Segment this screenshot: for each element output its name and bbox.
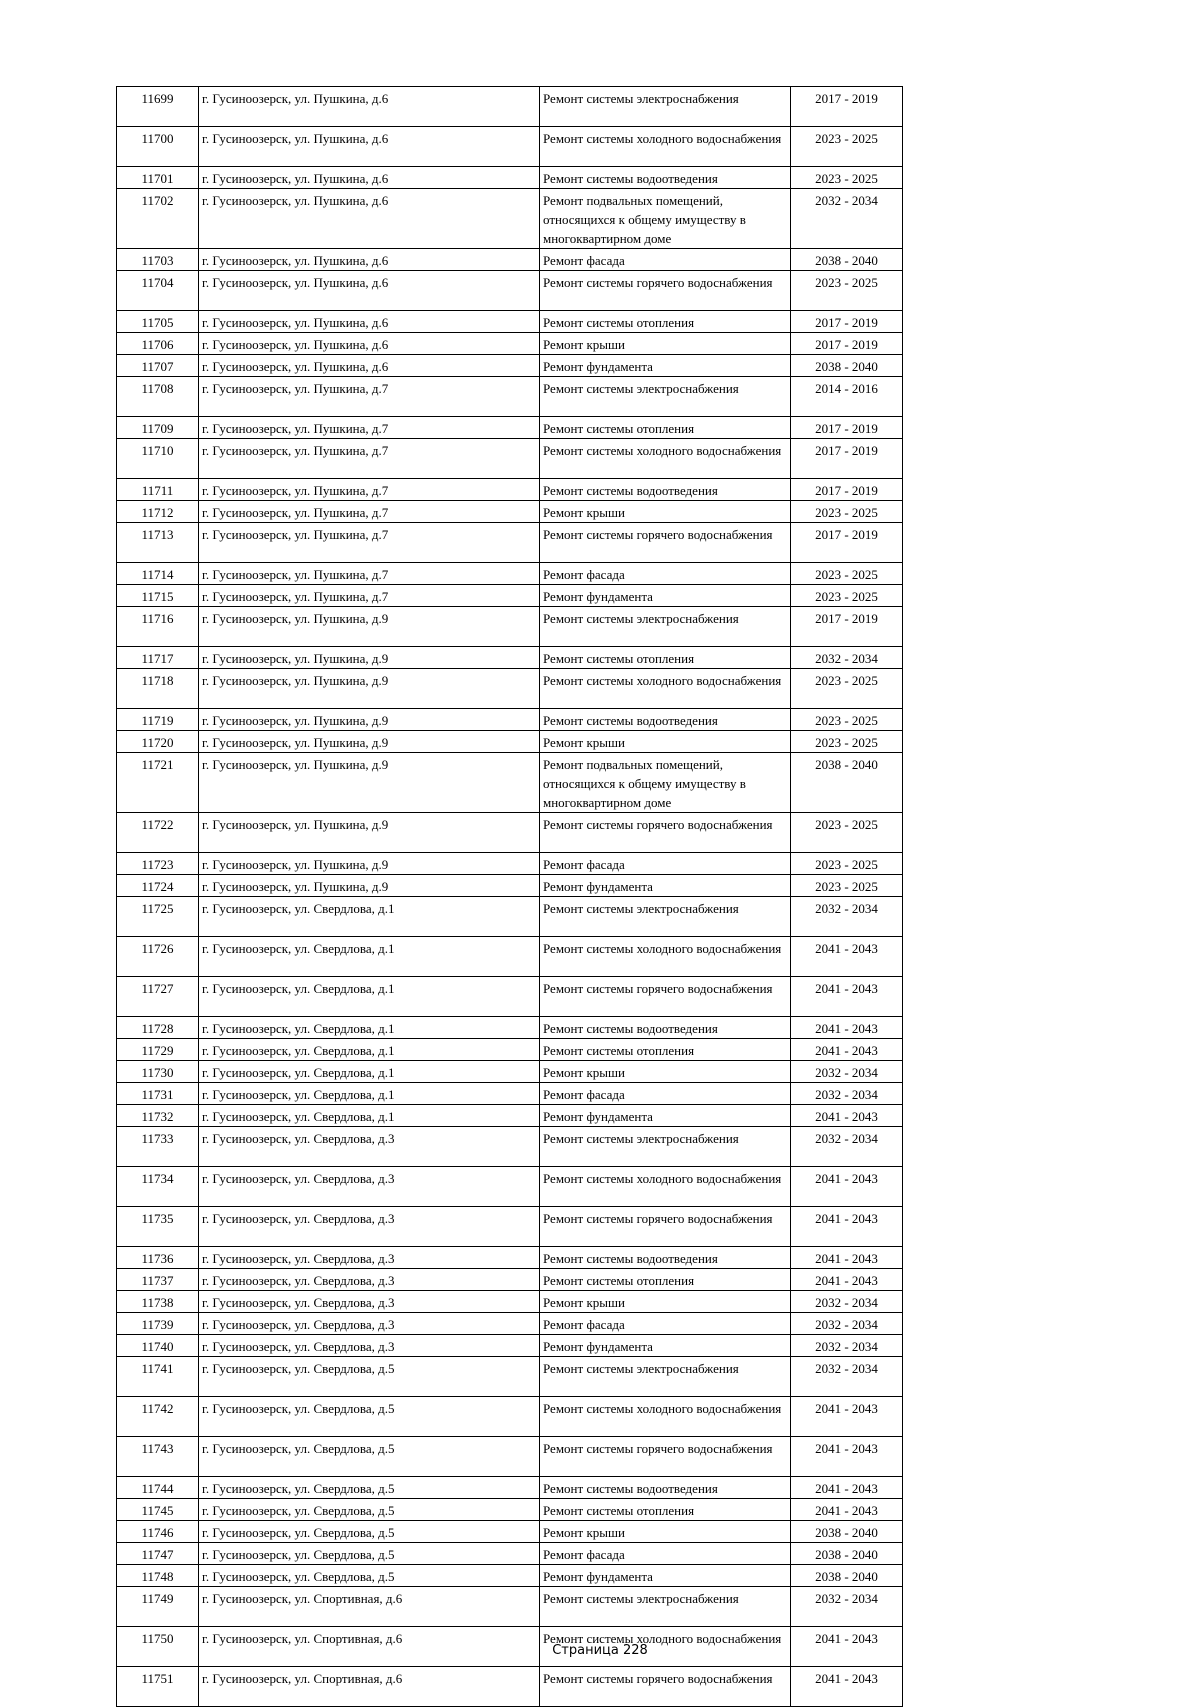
table-row [117,1477,903,1499]
period-cell: 2038 - 2040 [791,1543,903,1565]
period-cell: 2017 - 2019 [791,439,903,479]
period-cell: 2023 - 2025 [791,501,903,523]
row-number-cell: 11750 [117,1627,199,1667]
work-type-cell: Ремонт системы водоотведения [540,167,791,189]
table-row [117,1543,903,1565]
address-cell: г. Гусиноозерск, ул. Свердлова, д.5 [199,1521,540,1543]
address-cell: г. Гусиноозерск, ул. Свердлова, д.1 [199,1017,540,1039]
table-body [117,87,903,1707]
period-cell: 2032 - 2034 [791,897,903,937]
address-cell: г. Гусиноозерск, ул. Свердлова, д.1 [199,897,540,937]
row-number-cell: 11709 [117,417,199,439]
table-row [117,647,903,669]
period-cell: 2032 - 2034 [791,1313,903,1335]
work-type-cell: Ремонт фасада [540,249,791,271]
row-number-cell: 11707 [117,355,199,377]
table-row [117,897,903,937]
address-cell: г. Гусиноозерск, ул. Свердлова, д.1 [199,1061,540,1083]
address-cell: г. Гусиноозерск, ул. Пушкина, д.9 [199,853,540,875]
table-row [117,607,903,647]
address-cell: г. Гусиноозерск, ул. Пушкина, д.7 [199,501,540,523]
address-cell: г. Гусиноозерск, ул. Пушкина, д.9 [199,813,540,853]
address-cell: г. Гусиноозерск, ул. Пушкина, д.6 [199,167,540,189]
period-cell: 2032 - 2034 [791,1061,903,1083]
work-type-cell: Ремонт системы отопления [540,1039,791,1061]
address-cell: г. Гусиноозерск, ул. Пушкина, д.6 [199,355,540,377]
row-number-cell: 11722 [117,813,199,853]
table-row [117,189,903,249]
work-type-cell: Ремонт системы горячего водоснабжения [540,977,791,1017]
period-cell: 2023 - 2025 [791,853,903,875]
period-cell: 2041 - 2043 [791,1017,903,1039]
table-row [117,937,903,977]
period-cell: 2038 - 2040 [791,1521,903,1543]
period-cell: 2023 - 2025 [791,813,903,853]
table-row [117,977,903,1017]
table-row [117,479,903,501]
period-cell: 2041 - 2043 [791,1667,903,1707]
row-number-cell: 11718 [117,669,199,709]
table-row [117,1083,903,1105]
address-cell: г. Гусиноозерск, ул. Свердлова, д.5 [199,1565,540,1587]
table-row [117,1437,903,1477]
period-cell: 2032 - 2034 [791,1335,903,1357]
table-row [117,501,903,523]
table-row [117,1499,903,1521]
address-cell: г. Гусиноозерск, ул. Пушкина, д.7 [199,563,540,585]
table-row [117,1291,903,1313]
work-type-cell: Ремонт системы горячего водоснабжения [540,1437,791,1477]
address-cell: г. Гусиноозерск, ул. Пушкина, д.7 [199,585,540,607]
work-type-cell: Ремонт крыши [540,1061,791,1083]
period-cell: 2017 - 2019 [791,333,903,355]
period-cell: 2017 - 2019 [791,417,903,439]
row-number-cell: 11741 [117,1357,199,1397]
period-cell: 2041 - 2043 [791,1477,903,1499]
period-cell: 2038 - 2040 [791,355,903,377]
work-type-cell: Ремонт фасада [540,563,791,585]
period-cell: 2017 - 2019 [791,311,903,333]
work-type-cell: Ремонт системы холодного водоснабжения [540,1167,791,1207]
work-type-cell: Ремонт системы электроснабжения [540,377,791,417]
table-row [117,377,903,417]
work-type-cell: Ремонт системы электроснабжения [540,1587,791,1627]
work-type-cell: Ремонт системы водоотведения [540,1017,791,1039]
work-type-cell: Ремонт фасада [540,1083,791,1105]
period-cell: 2023 - 2025 [791,709,903,731]
table-row [117,1167,903,1207]
address-cell: г. Гусиноозерск, ул. Пушкина, д.9 [199,731,540,753]
row-number-cell: 11733 [117,1127,199,1167]
row-number-cell: 11746 [117,1521,199,1543]
work-type-cell: Ремонт системы холодного водоснабжения [540,937,791,977]
address-cell: г. Гусиноозерск, ул. Пушкина, д.7 [199,479,540,501]
work-type-cell: Ремонт системы горячего водоснабжения [540,813,791,853]
address-cell: г. Гусиноозерск, ул. Свердлова, д.5 [199,1437,540,1477]
period-cell: 2041 - 2043 [791,1247,903,1269]
work-type-cell: Ремонт фундамента [540,1565,791,1587]
table-row [117,333,903,355]
row-number-cell: 11731 [117,1083,199,1105]
row-number-cell: 11723 [117,853,199,875]
period-cell: 2023 - 2025 [791,731,903,753]
row-number-cell: 11725 [117,897,199,937]
address-cell: г. Гусиноозерск, ул. Пушкина, д.9 [199,607,540,647]
row-number-cell: 11712 [117,501,199,523]
table-row [117,709,903,731]
row-number-cell: 11737 [117,1269,199,1291]
table-row [117,1105,903,1127]
address-cell: г. Гусиноозерск, ул. Свердлова, д.3 [199,1247,540,1269]
period-cell: 2032 - 2034 [791,189,903,249]
work-type-cell: Ремонт крыши [540,1521,791,1543]
row-number-cell: 11703 [117,249,199,271]
row-number-cell: 11736 [117,1247,199,1269]
row-number-cell: 11732 [117,1105,199,1127]
row-number-cell: 11714 [117,563,199,585]
row-number-cell: 11735 [117,1207,199,1247]
work-type-cell: Ремонт подвальных помещений, относящихся к общему имуществу в многоквартирном доме [540,753,791,813]
table-row [117,355,903,377]
work-type-cell: Ремонт системы электроснабжения [540,1127,791,1167]
address-cell: г. Гусиноозерск, ул. Свердлова, д.1 [199,1039,540,1061]
period-cell: 2017 - 2019 [791,87,903,127]
address-cell: г. Гусиноозерск, ул. Спортивная, д.6 [199,1627,540,1667]
address-cell: г. Гусиноозерск, ул. Свердлова, д.3 [199,1335,540,1357]
period-cell: 2041 - 2043 [791,1499,903,1521]
period-cell: 2032 - 2034 [791,1357,903,1397]
period-cell: 2014 - 2016 [791,377,903,417]
address-cell: г. Гусиноозерск, ул. Пушкина, д.6 [199,249,540,271]
address-cell: г. Гусиноозерск, ул. Пушкина, д.7 [199,377,540,417]
work-type-cell: Ремонт системы отопления [540,1269,791,1291]
row-number-cell: 11711 [117,479,199,501]
address-cell: г. Гусиноозерск, ул. Свердлова, д.5 [199,1397,540,1437]
table-row [117,1565,903,1587]
row-number-cell: 11704 [117,271,199,311]
work-type-cell: Ремонт фасада [540,1543,791,1565]
work-type-cell: Ремонт системы водоотведения [540,479,791,501]
table-row [117,1397,903,1437]
period-cell: 2023 - 2025 [791,585,903,607]
period-cell: 2023 - 2025 [791,271,903,311]
row-number-cell: 11743 [117,1437,199,1477]
table-row [117,731,903,753]
table-row [117,585,903,607]
period-cell: 2023 - 2025 [791,563,903,585]
table-row [117,1521,903,1543]
period-cell: 2032 - 2034 [791,1083,903,1105]
row-number-cell: 11726 [117,937,199,977]
period-cell: 2023 - 2025 [791,127,903,167]
address-cell: г. Гусиноозерск, ул. Свердлова, д.3 [199,1167,540,1207]
address-cell: г. Гусиноозерск, ул. Свердлова, д.5 [199,1499,540,1521]
period-cell: 2017 - 2019 [791,607,903,647]
work-type-cell: Ремонт системы холодного водоснабжения [540,439,791,479]
work-type-cell: Ремонт системы водоотведения [540,1477,791,1499]
address-cell: г. Гусиноозерск, ул. Свердлова, д.1 [199,937,540,977]
table-row [117,127,903,167]
row-number-cell: 11728 [117,1017,199,1039]
address-cell: г. Гусиноозерск, ул. Пушкина, д.7 [199,417,540,439]
address-cell: г. Гусиноозерск, ул. Свердлова, д.3 [199,1127,540,1167]
row-number-cell: 11740 [117,1335,199,1357]
period-cell: 2041 - 2043 [791,977,903,1017]
address-cell: г. Гусиноозерск, ул. Свердлова, д.1 [199,1083,540,1105]
address-cell: г. Гусиноозерск, ул. Пушкина, д.9 [199,669,540,709]
row-number-cell: 11730 [117,1061,199,1083]
address-cell: г. Гусиноозерск, ул. Свердлова, д.3 [199,1207,540,1247]
address-cell: г. Гусиноозерск, ул. Свердлова, д.5 [199,1477,540,1499]
work-type-cell: Ремонт системы горячего водоснабжения [540,271,791,311]
address-cell: г. Гусиноозерск, ул. Свердлова, д.3 [199,1291,540,1313]
period-cell: 2041 - 2043 [791,1437,903,1477]
period-cell: 2017 - 2019 [791,479,903,501]
period-cell: 2038 - 2040 [791,249,903,271]
work-type-cell: Ремонт системы отопления [540,647,791,669]
table-row [117,1357,903,1397]
row-number-cell: 11713 [117,523,199,563]
work-type-cell: Ремонт системы отопления [540,1499,791,1521]
period-cell: 2041 - 2043 [791,1207,903,1247]
work-type-cell: Ремонт фасада [540,1313,791,1335]
address-cell: г. Гусиноозерск, ул. Свердлова, д.1 [199,977,540,1017]
table-row [117,1335,903,1357]
period-cell: 2041 - 2043 [791,1167,903,1207]
table-row [117,1587,903,1627]
work-type-cell: Ремонт фасада [540,853,791,875]
address-cell: г. Гусиноозерск, ул. Пушкина, д.6 [199,271,540,311]
work-type-cell: Ремонт системы горячего водоснабжения [540,1207,791,1247]
row-number-cell: 11742 [117,1397,199,1437]
row-number-cell: 11715 [117,585,199,607]
table-row [117,1667,903,1707]
address-cell: г. Гусиноозерск, ул. Пушкина, д.7 [199,523,540,563]
row-number-cell: 11699 [117,87,199,127]
table-row [117,1247,903,1269]
row-number-cell: 11745 [117,1499,199,1521]
address-cell: г. Гусиноозерск, ул. Свердлова, д.1 [199,1105,540,1127]
row-number-cell: 11751 [117,1667,199,1707]
row-number-cell: 11720 [117,731,199,753]
work-type-cell: Ремонт системы электроснабжения [540,897,791,937]
table-row [117,875,903,897]
row-number-cell: 11748 [117,1565,199,1587]
table-row [117,1017,903,1039]
work-type-cell: Ремонт фундамента [540,355,791,377]
work-type-cell: Ремонт системы водоотведения [540,1247,791,1269]
period-cell: 2032 - 2034 [791,647,903,669]
address-cell: г. Гусиноозерск, ул. Пушкина, д.6 [199,311,540,333]
table-row [117,249,903,271]
table-row [117,1039,903,1061]
work-type-cell: Ремонт фундамента [540,585,791,607]
row-number-cell: 11739 [117,1313,199,1335]
table-row [117,853,903,875]
row-number-cell: 11738 [117,1291,199,1313]
table-row [117,753,903,813]
table-row [117,523,903,563]
period-cell: 2032 - 2034 [791,1127,903,1167]
work-type-cell: Ремонт системы горячего водоснабжения [540,1667,791,1707]
table-row [117,563,903,585]
period-cell: 2032 - 2034 [791,1291,903,1313]
work-type-cell: Ремонт фундамента [540,1105,791,1127]
row-number-cell: 11729 [117,1039,199,1061]
table-row [117,1269,903,1291]
period-cell: 2041 - 2043 [791,1105,903,1127]
row-number-cell: 11734 [117,1167,199,1207]
table-row [117,167,903,189]
work-type-cell: Ремонт системы электроснабжения [540,1357,791,1397]
row-number-cell: 11721 [117,753,199,813]
work-type-cell: Ремонт системы отопления [540,311,791,333]
work-type-cell: Ремонт системы холодного водоснабжения [540,127,791,167]
work-type-cell: Ремонт системы холодного водоснабжения [540,1627,791,1667]
address-cell: г. Гусиноозерск, ул. Свердлова, д.3 [199,1269,540,1291]
address-cell: г. Гусиноозерск, ул. Свердлова, д.3 [199,1313,540,1335]
address-cell: г. Гусиноозерск, ул. Спортивная, д.6 [199,1587,540,1627]
row-number-cell: 11708 [117,377,199,417]
address-cell: г. Гусиноозерск, ул. Пушкина, д.7 [199,439,540,479]
table-row [117,417,903,439]
work-type-cell: Ремонт крыши [540,1291,791,1313]
work-type-cell: Ремонт фундамента [540,875,791,897]
period-cell: 2023 - 2025 [791,875,903,897]
table-row [117,1207,903,1247]
row-number-cell: 11716 [117,607,199,647]
period-cell: 2038 - 2040 [791,753,903,813]
row-number-cell: 11702 [117,189,199,249]
address-cell: г. Гусиноозерск, ул. Пушкина, д.6 [199,127,540,167]
address-cell: г. Гусиноозерск, ул. Пушкина, д.6 [199,189,540,249]
table-row [117,1061,903,1083]
row-number-cell: 11749 [117,1587,199,1627]
row-number-cell: 11727 [117,977,199,1017]
address-cell: г. Гусиноозерск, ул. Свердлова, д.5 [199,1543,540,1565]
row-number-cell: 11701 [117,167,199,189]
table-row [117,1127,903,1167]
address-cell: г. Гусиноозерск, ул. Свердлова, д.5 [199,1357,540,1397]
row-number-cell: 11700 [117,127,199,167]
table-row [117,439,903,479]
address-cell: г. Гусиноозерск, ул. Пушкина, д.9 [199,753,540,813]
row-number-cell: 11705 [117,311,199,333]
row-number-cell: 11744 [117,1477,199,1499]
row-number-cell: 11710 [117,439,199,479]
work-type-cell: Ремонт системы электроснабжения [540,607,791,647]
work-type-cell: Ремонт системы холодного водоснабжения [540,1397,791,1437]
work-type-cell: Ремонт системы отопления [540,417,791,439]
table-row [117,311,903,333]
row-number-cell: 11717 [117,647,199,669]
period-cell: 2017 - 2019 [791,523,903,563]
table-row [117,669,903,709]
row-number-cell: 11706 [117,333,199,355]
period-cell: 2041 - 2043 [791,1627,903,1667]
period-cell: 2041 - 2043 [791,1269,903,1291]
work-type-cell: Ремонт системы холодного водоснабжения [540,669,791,709]
work-type-cell: Ремонт системы электроснабжения [540,87,791,127]
address-cell: г. Гусиноозерск, ул. Спортивная, д.6 [199,1667,540,1707]
work-type-cell: Ремонт крыши [540,333,791,355]
address-cell: г. Гусиноозерск, ул. Пушкина, д.9 [199,875,540,897]
table-row [117,813,903,853]
work-type-cell: Ремонт системы горячего водоснабжения [540,523,791,563]
address-cell: г. Гусиноозерск, ул. Пушкина, д.6 [199,333,540,355]
table-row [117,87,903,127]
period-cell: 2032 - 2034 [791,1587,903,1627]
period-cell: 2041 - 2043 [791,937,903,977]
period-cell: 2041 - 2043 [791,1039,903,1061]
work-type-cell: Ремонт фундамента [540,1335,791,1357]
period-cell: 2023 - 2025 [791,167,903,189]
period-cell: 2041 - 2043 [791,1397,903,1437]
row-number-cell: 11747 [117,1543,199,1565]
table-row [117,271,903,311]
work-type-cell: Ремонт подвальных помещений, относящихся к общему имуществу в многоквартирном доме [540,189,791,249]
address-cell: г. Гусиноозерск, ул. Пушкина, д.9 [199,709,540,731]
work-type-cell: Ремонт крыши [540,731,791,753]
page-number: Страница 228 [552,1643,648,1658]
work-type-cell: Ремонт крыши [540,501,791,523]
row-number-cell: 11719 [117,709,199,731]
period-cell: 2023 - 2025 [791,669,903,709]
address-cell: г. Гусиноозерск, ул. Пушкина, д.9 [199,647,540,669]
period-cell: 2038 - 2040 [791,1565,903,1587]
row-number-cell: 11724 [117,875,199,897]
work-type-cell: Ремонт системы водоотведения [540,709,791,731]
address-cell: г. Гусиноозерск, ул. Пушкина, д.6 [199,87,540,127]
table-row [117,1313,903,1335]
repair-schedule-table [116,86,903,1707]
